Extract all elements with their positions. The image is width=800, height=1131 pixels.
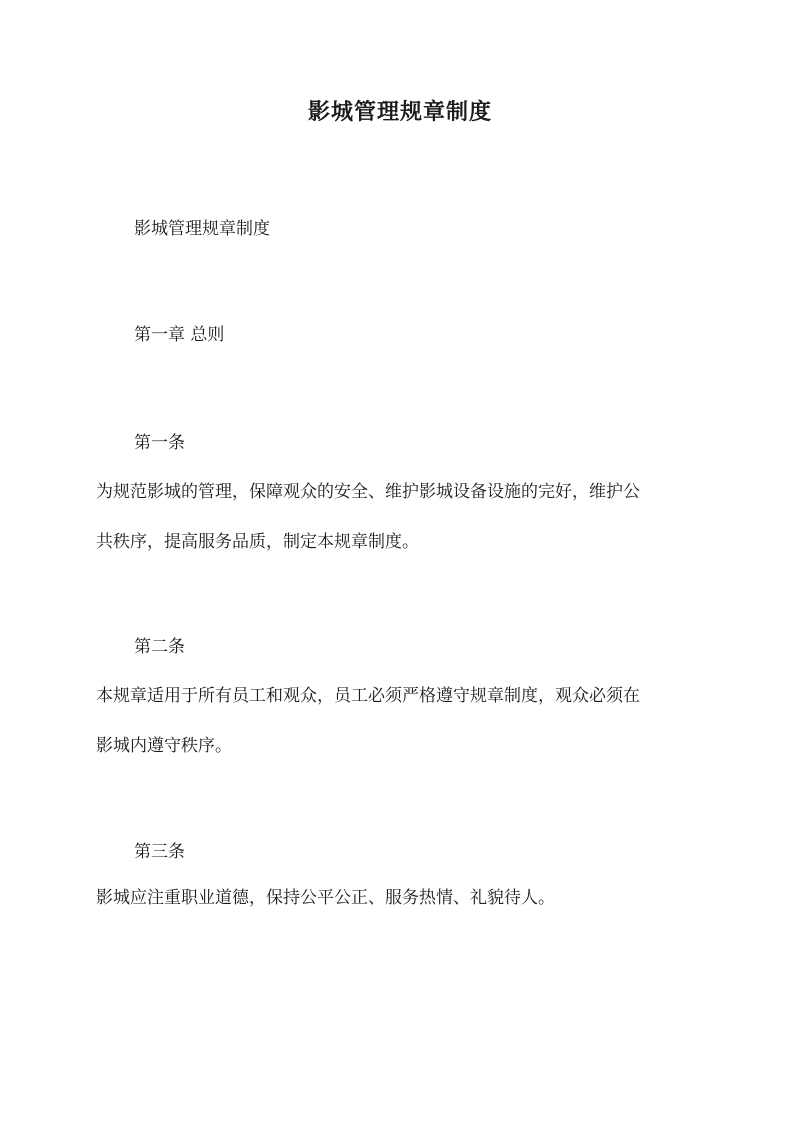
article-1-line-1: 为规范影城的管理，保障观众的安全、维护影城设备设施的完好，维护公 [96, 482, 640, 502]
article-3-line-1: 影城应注重职业道德，保持公平公正、服务热情、礼貌待人。 [96, 888, 555, 908]
document-title: 影城管理规章制度 [307, 99, 492, 125]
chapter-heading: 第一章 总则 [134, 325, 225, 345]
article-2-line-1: 本规章适用于所有员工和观众，员工必须严格遵守规章制度，观众必须在 [96, 686, 640, 706]
document-subtitle: 影城管理规章制度 [134, 219, 270, 239]
article-1-heading: 第一条 [134, 433, 185, 453]
article-2-line-2: 影城内遵守秩序。 [96, 736, 232, 756]
article-1-line-2: 共秩序，提高服务品质，制定本规章制度。 [96, 532, 419, 552]
article-3-heading: 第三条 [134, 842, 185, 862]
article-2-heading: 第二条 [134, 637, 185, 657]
